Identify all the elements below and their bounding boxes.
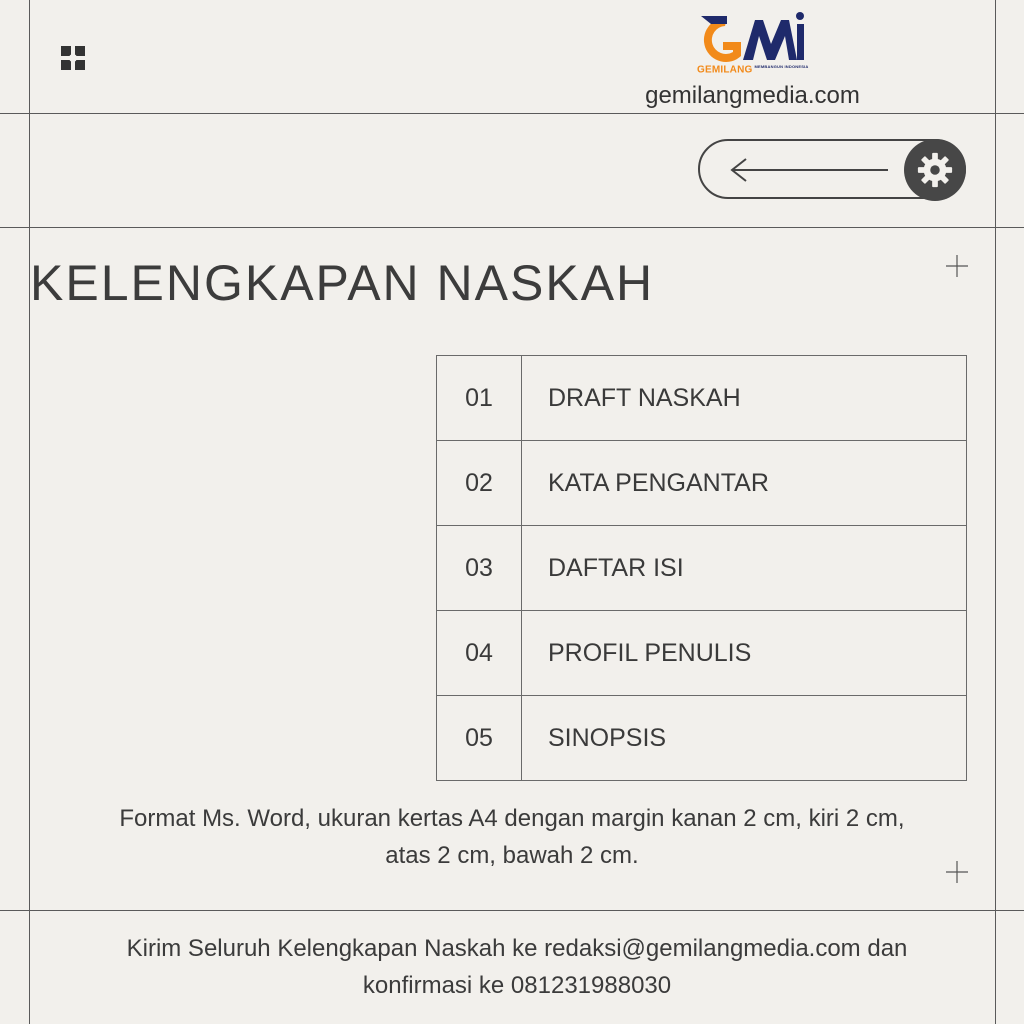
divider-left bbox=[29, 0, 30, 1024]
item-label: DAFTAR ISI bbox=[522, 526, 967, 611]
table-row bbox=[437, 696, 967, 781]
item-label: PROFIL PENULIS bbox=[522, 611, 967, 696]
requirements-table bbox=[436, 355, 967, 781]
item-number: 04 bbox=[437, 611, 522, 696]
item-label: KATA PENGANTAR bbox=[522, 441, 967, 526]
plus-icon bbox=[946, 255, 968, 277]
logo-text: GEMILANG bbox=[697, 64, 753, 76]
four-squares-icon bbox=[60, 45, 86, 71]
divider-right bbox=[995, 0, 996, 1024]
item-number: 01 bbox=[437, 356, 522, 441]
format-note-line: Format Ms. Word, ukuran kertas A4 dengan margin kanan 2 cm, kiri 2 cm, bbox=[119, 805, 905, 832]
format-note-line: atas 2 cm, bawah 2 cm. bbox=[385, 842, 639, 869]
item-label: DRAFT NASKAH bbox=[522, 356, 967, 441]
site-url[interactable]: gemilangmedia.com bbox=[645, 82, 860, 109]
table-row bbox=[437, 611, 967, 696]
table-row bbox=[437, 356, 967, 441]
footer-line: konfirmasi ke 081231988030 bbox=[362, 972, 672, 999]
logo-subtext: MEMBANGUN INDONESIA bbox=[754, 64, 809, 69]
gear-icon bbox=[916, 151, 954, 189]
item-number: 05 bbox=[437, 696, 522, 781]
long-left-arrow-icon[interactable] bbox=[728, 155, 893, 185]
submission-footer bbox=[60, 930, 974, 1004]
table-row bbox=[437, 441, 967, 526]
footer-line: Kirim Seluruh Kelengkapan Naskah ke redaksi@gemilangmedia.com dan bbox=[126, 935, 908, 962]
logo-caption bbox=[697, 64, 809, 78]
divider-bottom bbox=[0, 910, 1024, 911]
nav-pill[interactable] bbox=[698, 139, 966, 199]
table-row bbox=[437, 526, 967, 611]
item-number: 02 bbox=[437, 441, 522, 526]
item-number: 03 bbox=[437, 526, 522, 611]
page-title: KELENGKAPAN NASKAH bbox=[30, 255, 655, 311]
format-note bbox=[60, 800, 964, 874]
item-label: SINOPSIS bbox=[522, 696, 967, 781]
divider-top bbox=[0, 113, 1024, 114]
settings-button[interactable] bbox=[904, 139, 966, 201]
divider-upper bbox=[0, 227, 1024, 228]
